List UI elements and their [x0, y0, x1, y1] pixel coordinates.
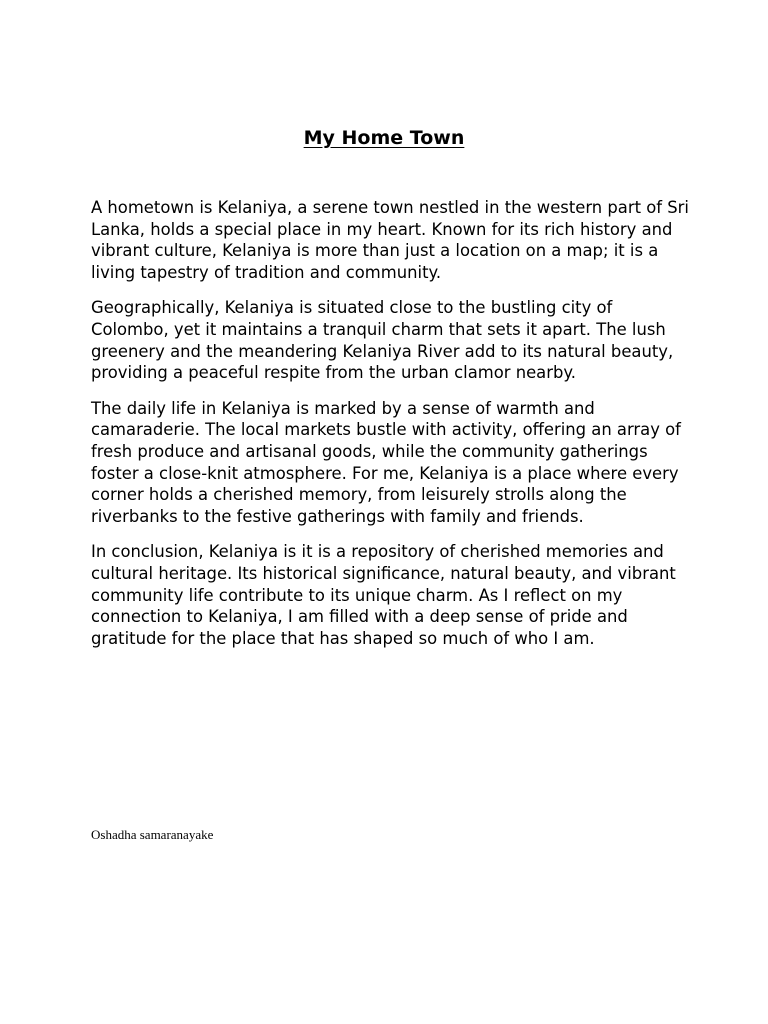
paragraph: The daily life in Kelaniya is marked by a sense of warmth and camaraderie. The local markets bustle with activity, offering an array of fresh produce and artisanal goods, while the community gatherings foster a close-knit atmosphere. For me, Kelaniya is a place where every corner holds a cherished memory, from leisurely strolls along the riverbanks to the festive gatherings with family and friends.	[91, 398, 681, 526]
paragraph: In conclusion, Kelaniya is it is a repository of cherished memories and cultural heritage. Its historical significance, natural beauty, and vibrant community life contribute to its unique charm. As I reflect on my connection to Kelaniya, I am filled with a deep sense of pride and gratitude for the place that has shaped so much of who I am.	[91, 542, 676, 648]
paragraph: Geographically, Kelaniya is situated close to the bustling city of Colombo, yet it maintains a tranquil charm that sets it apart. The lush greenery and the meandering Kelaniya River add to its natural beauty, providing a peaceful respite from the urban clamor nearby.	[91, 298, 674, 383]
page-title: My Home Town	[303, 127, 465, 149]
author-name: Oshadha samaranayake	[91, 827, 214, 842]
essay-body	[91, 197, 691, 663]
paragraph: A hometown is Kelaniya, a serene town nestled in the western part of Sri Lanka, holds a special place in my heart. Known for its rich history and vibrant culture, Kelaniya is more than just a location on a map; it is a living tapestry of tradition and community.	[91, 198, 689, 282]
